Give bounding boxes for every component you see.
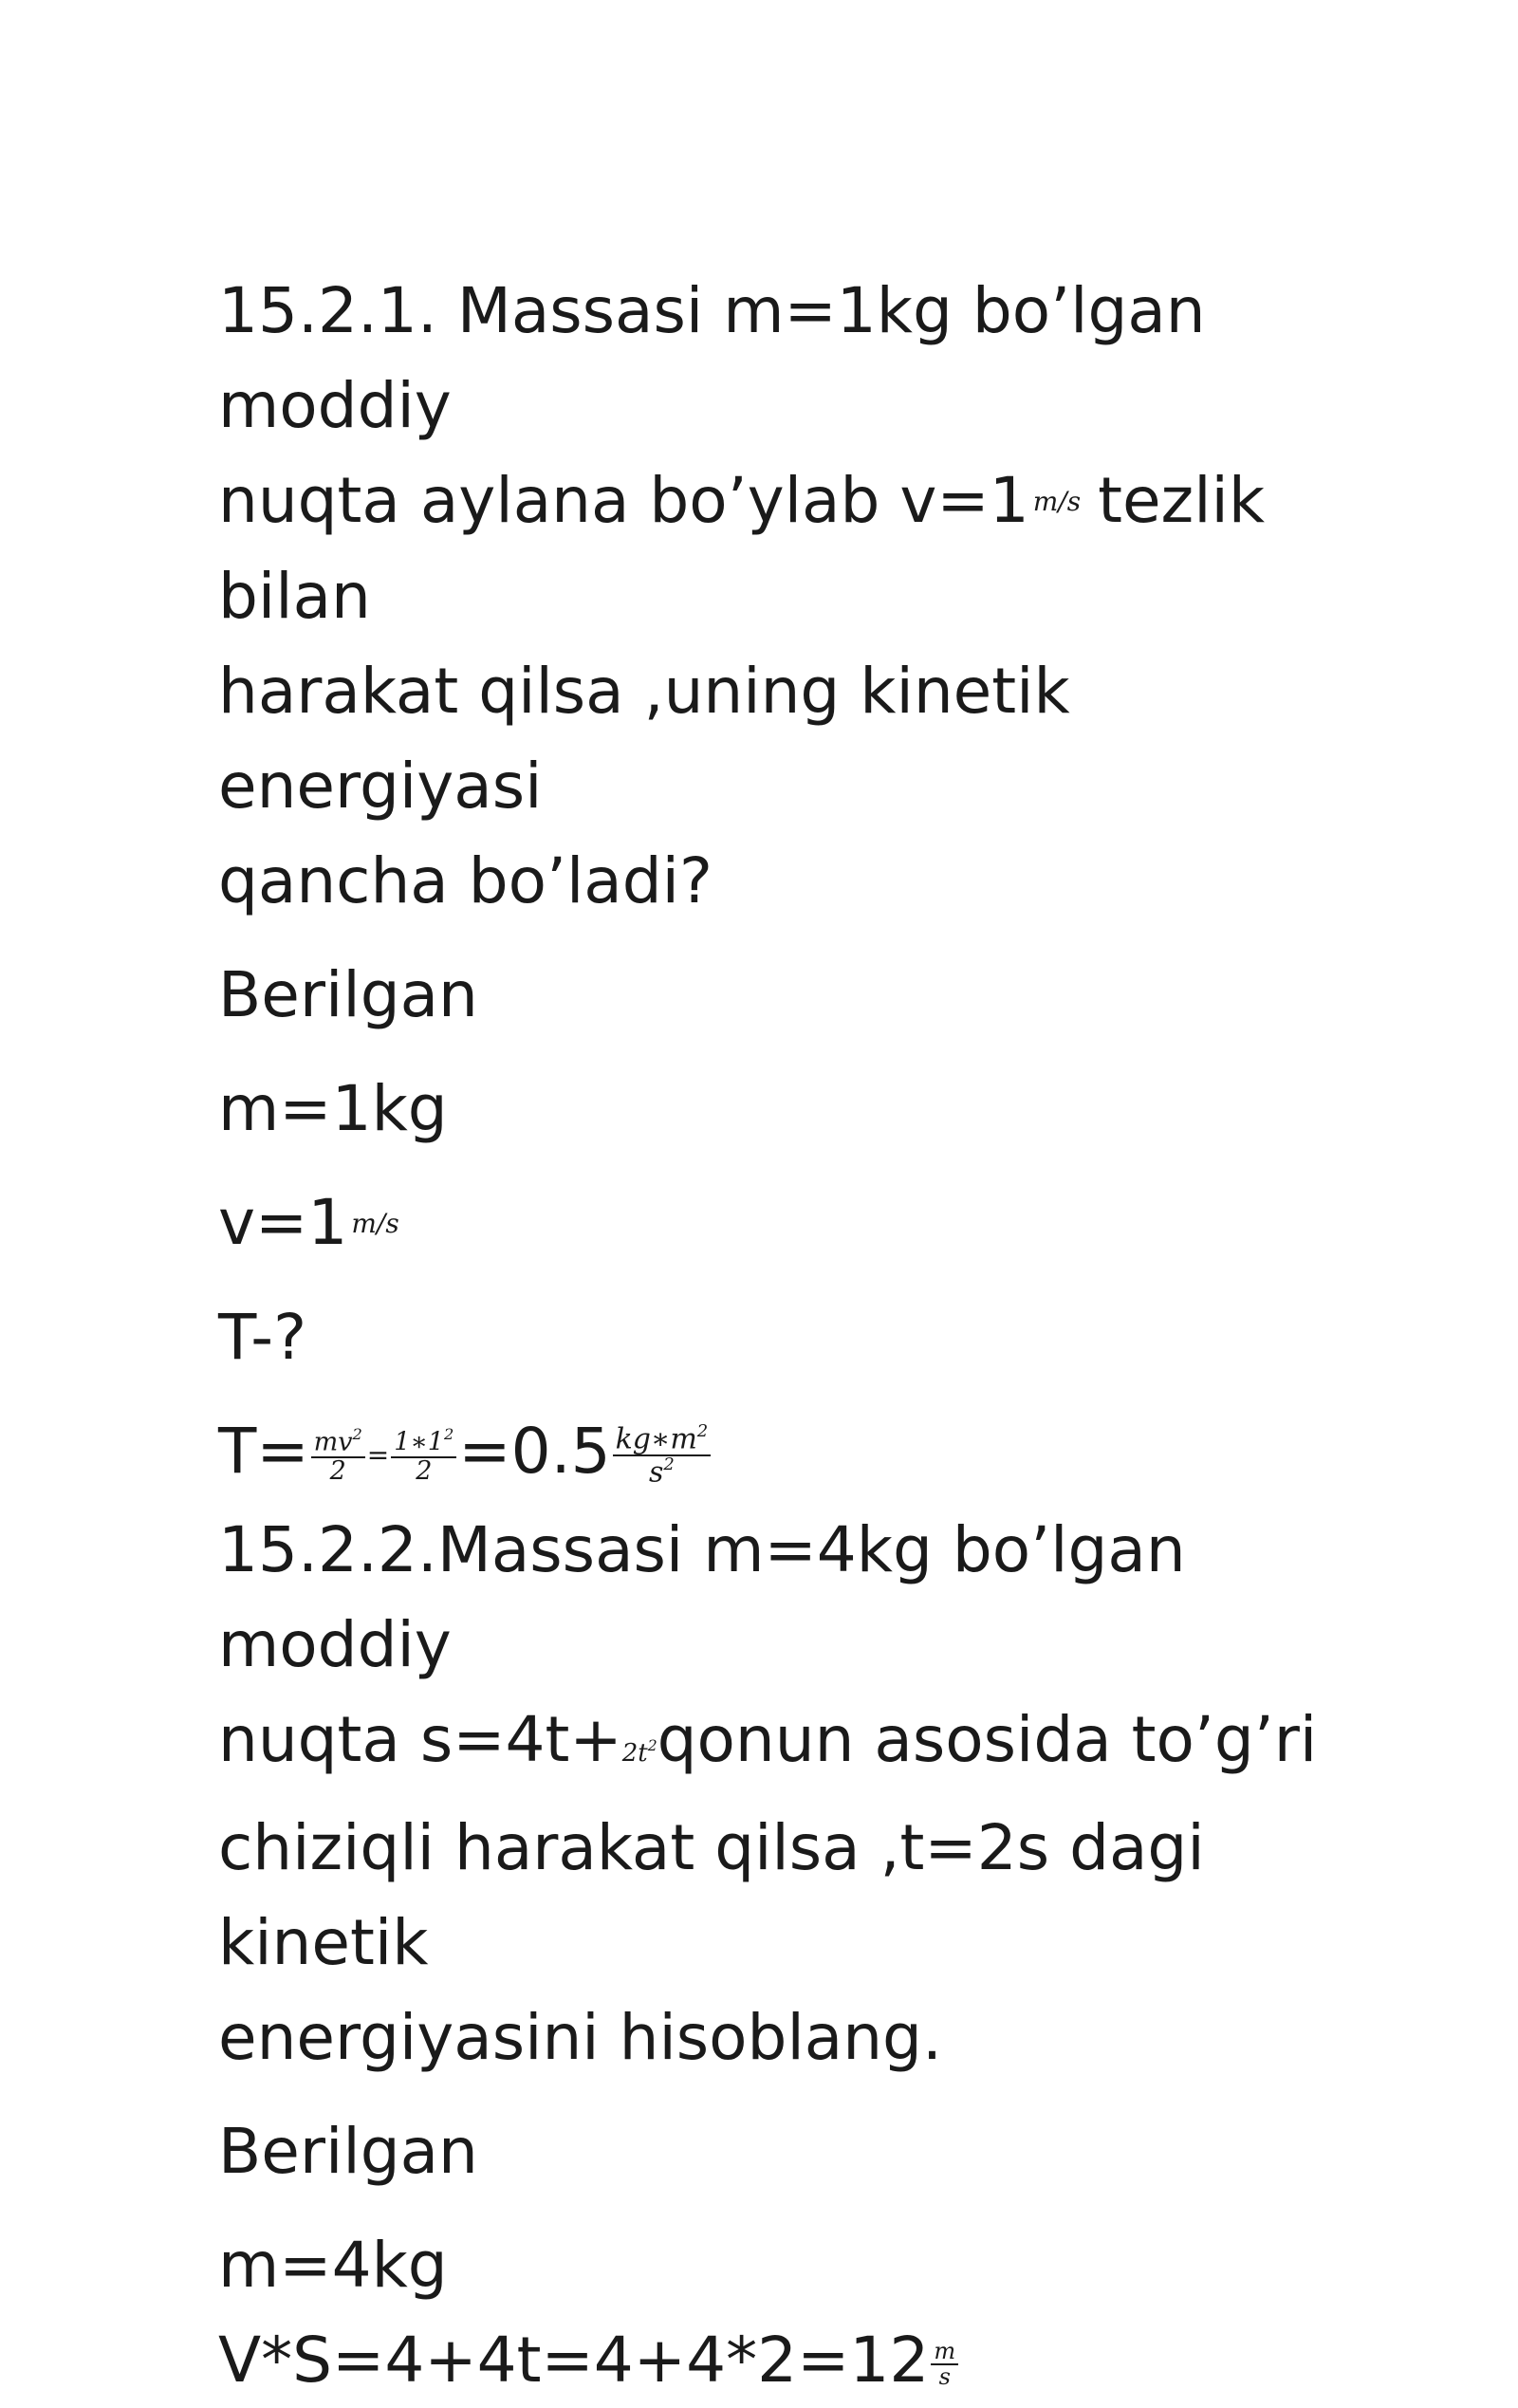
energy-unit-numerator-exp: 2 (696, 1420, 709, 1441)
velocity-unit: m/s (1032, 486, 1082, 517)
energy-unit-numerator: kg∗m (615, 1422, 697, 1456)
problem-1-line-4: qancha bo’ladi? (218, 844, 713, 917)
energy-unit-denominator: s (648, 1455, 664, 1490)
problem-1-line-2a: nuqta aylana bo’ylab v=1 (218, 464, 1029, 537)
equals-sign: = (366, 1438, 390, 1471)
given-2-velocity (218, 2313, 1385, 2408)
energy-unit-denominator-exp: 2 (663, 1454, 675, 1474)
position-law-term (622, 1739, 657, 1768)
fraction-2-denominator: 2 (416, 1455, 433, 1486)
given-1-unknown: T-? (218, 1301, 307, 1374)
problem-1-line-1: 15.2.1. Massasi m=1kg bo’lgan moddiy (218, 274, 1206, 442)
given-2-heading: Berilgan (218, 2114, 478, 2188)
solution-1-lhs: T= (218, 1415, 309, 1488)
solution-1-result: =0.5 (458, 1415, 611, 1488)
given-1-velocity-unit: m/s (351, 1208, 399, 1239)
fraction-mv2-over-2 (311, 1426, 365, 1485)
position-law-term-exp: 2 (647, 1737, 657, 1755)
solution-1-formula (218, 1404, 1385, 1503)
given-1-mass: m=1kg (218, 1072, 448, 1145)
given-1-heading: Berilgan (218, 958, 478, 1031)
fraction-1x1sq-over-2 (391, 1426, 456, 1485)
given-1-velocity (218, 1176, 1385, 1271)
problem-2-line-1: 15.2.2.Massasi m=4kg bo’lgan moddiy (218, 1512, 1186, 1681)
velocity-unit-denominator: s (938, 2362, 951, 2390)
fraction-1-numerator: mv (313, 1427, 353, 1457)
energy-unit-fraction (613, 1420, 712, 1490)
fraction-1-numerator-exp: 2 (352, 1424, 362, 1443)
problem-1-line-2b: tezlik bilan (218, 464, 1266, 633)
problem-1-line-3: harakat qilsa ,uning kinetik energiyasi (218, 655, 1070, 823)
problem-2-text (218, 1503, 1385, 2085)
fraction-2-numerator: 1∗1 (394, 1427, 444, 1457)
document-content (218, 264, 1385, 2408)
given-2-velocity-calc: V*S=4+4t=4+4*2=12 (218, 2323, 930, 2397)
problem-2-line-2b: qonun asosida to’g’ri (657, 1702, 1318, 1776)
problem-1-text (218, 264, 1385, 929)
problem-2-line-2a: nuqta s=4t+ (218, 1702, 622, 1776)
given-2-mass: m=4kg (218, 2228, 448, 2302)
velocity-unit-numerator: m (931, 2340, 958, 2365)
position-law-term-base: 2t (621, 1738, 648, 1768)
velocity-unit-fraction (931, 2337, 958, 2390)
given-1-velocity-value: v=1 (218, 1186, 348, 1259)
problem-2-line-3: chiziqli harakat qilsa ,t=2s dagi kinetik (218, 1810, 1205, 1979)
fraction-2-numerator-exp: 2 (443, 1424, 454, 1443)
fraction-1-denominator: 2 (329, 1455, 346, 1486)
problem-2-line-4: energiyasini hisoblang. (218, 2000, 942, 2074)
